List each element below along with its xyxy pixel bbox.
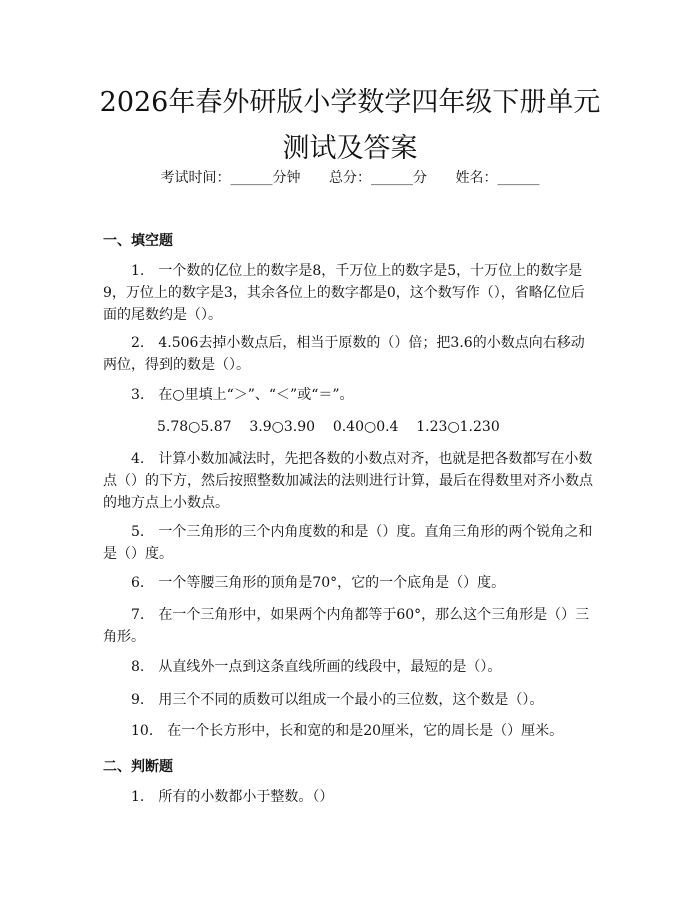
question-item: 4. 计算小数加减法时，先把各数的小数点对齐，也就是把各数都写在小数点（）的下方，然后按照整数加减法的法则进行计算，最后在得数里对齐小数点的地方点上小数点。 bbox=[103, 451, 593, 511]
section-heading-judge: 二、判断题 bbox=[103, 759, 173, 775]
question-item: 3. 在○里填上“＞”、“＜”或“＝”。 bbox=[131, 387, 354, 403]
question-item: 6. 一个等腰三角形的顶角是70°，它的一个底角是（）度。 bbox=[131, 575, 506, 591]
page-title: 2026年春外研版小学数学四年级下册单元测试及答案 bbox=[99, 87, 601, 164]
exam-meta bbox=[0, 168, 700, 188]
comparison-row: 5.78○5.87 3.9○3.90 0.40○0.4 1.23○1.230 bbox=[157, 419, 500, 435]
question-item: 8. 从直线外一点到这条直线所画的线段中，最短的是（）。 bbox=[131, 659, 502, 675]
student-name: 姓名：______ bbox=[455, 170, 540, 186]
question-item: 7. 在一个三角形中，如果两个内角都等于60°，那么这个三角形是（）三角形。 bbox=[103, 607, 590, 645]
exam-time: 考试时间：______分钟 bbox=[160, 170, 301, 186]
question-item: 5. 一个三角形的三个内角度数的和是（）度。直角三角形的两个锐角之和是（）度。 bbox=[103, 524, 593, 562]
total-score: 总分：______分 bbox=[329, 170, 427, 186]
question-item: 2. 4.506去掉小数点后，相当于原数的（）倍；把3.6的小数点向右移动两位，得到的数是（）。 bbox=[103, 335, 585, 373]
section-heading-fill: 一、填空题 bbox=[103, 233, 173, 249]
question-item: 9. 用三个不同的质数可以组成一个最小的三位数，这个数是（）。 bbox=[131, 692, 544, 708]
question-item: 1. 一个数的亿位上的数字是8，千万位上的数字是5，十万位上的数字是9，万位上的数字是3，其余各位上的数字都是0，这个数写作（），省略亿位后面的尾数约是（）。 bbox=[103, 263, 585, 323]
question-item: 10. 在一个长方形中，长和宽的和是20厘米，它的周长是（）厘米。 bbox=[131, 723, 564, 739]
question-item: 1. 所有的小数都小于整数。（） bbox=[131, 789, 334, 805]
